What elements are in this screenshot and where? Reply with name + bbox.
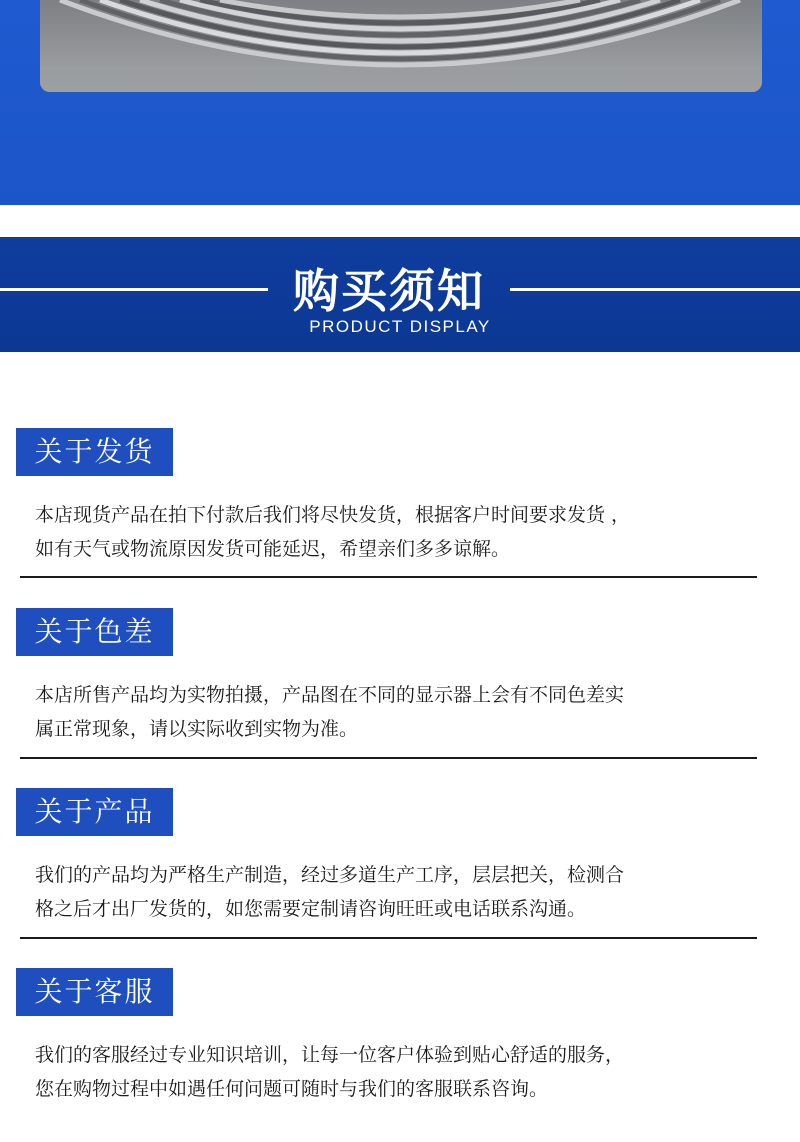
notice-tag: 关于客服 <box>16 968 173 1016</box>
notice-line: 您在购物过程中如遇任何问题可随时与我们的客服联系咨询。 <box>35 1078 549 1100</box>
notice-body <box>35 678 765 746</box>
notice-tag: 关于色差 <box>16 608 173 656</box>
notice-body <box>35 858 765 926</box>
divider <box>20 576 757 578</box>
notice-line: 本店现货产品在拍下付款后我们将尽快发货，根据客户时间要求发货 ， <box>35 504 631 526</box>
notice-line: 本店所售产品均为实物拍摄，产品图在不同的显示器上会有不同色差实 <box>35 684 625 706</box>
section-banner <box>0 237 800 352</box>
product-photo <box>40 0 762 92</box>
notice-line: 属正常现象，请以实际收到实物为准。 <box>35 718 359 740</box>
notice-line: 如有天气或物流原因发货可能延迟，希望亲们多多谅解。 <box>35 538 511 560</box>
notice-line: 格之后才出厂发货的，如您需要定制请咨询旺旺或电话联系沟通。 <box>35 898 587 920</box>
banner-rule-right <box>510 288 800 291</box>
notice-body <box>35 1038 765 1106</box>
divider <box>20 937 757 939</box>
divider <box>20 757 757 759</box>
notice-body <box>35 498 765 566</box>
notice-line: 我们的产品均为严格生产制造，经过多道生产工序，层层把关，检测合 <box>35 864 625 886</box>
banner-rule-left <box>0 288 268 291</box>
banner-title: 购买须知 <box>293 264 485 318</box>
notice-tag: 关于产品 <box>16 788 173 836</box>
spacer <box>0 205 800 237</box>
banner-subtitle: PRODUCT DISPLAY <box>309 317 491 336</box>
top-blue-band <box>0 0 800 205</box>
notice-tag: 关于发货 <box>16 428 173 476</box>
notice-line: 我们的客服经过专业知识培训，让每一位客户体验到贴心舒适的服务， <box>35 1044 625 1066</box>
